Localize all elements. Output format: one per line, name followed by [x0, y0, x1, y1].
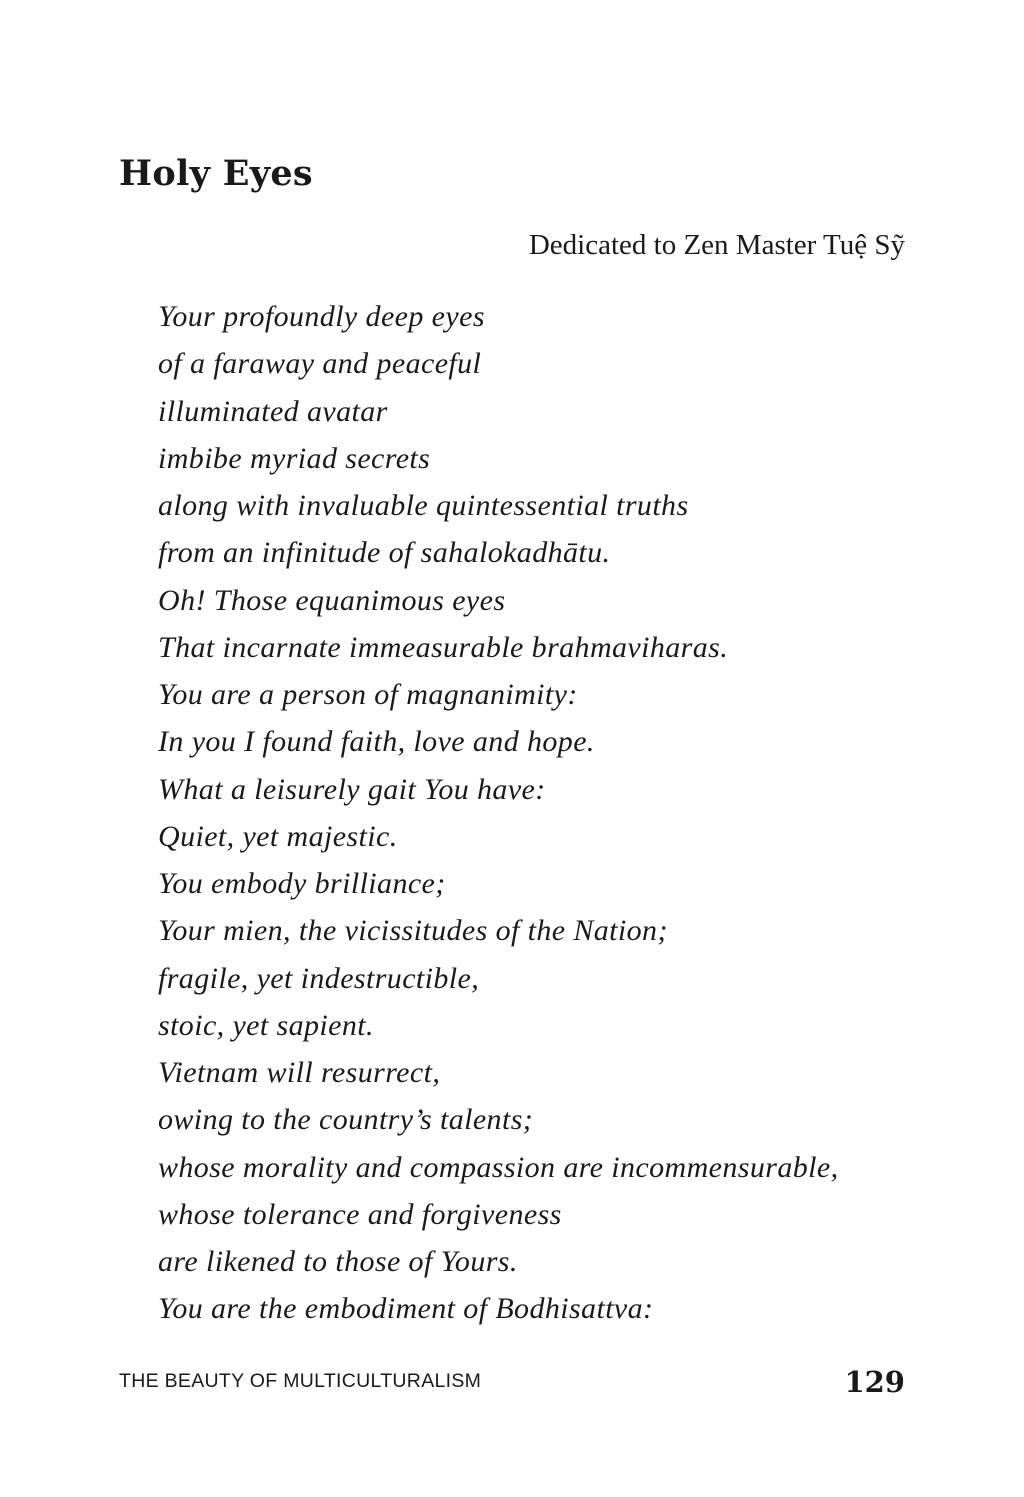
- poem-line: Quiet, yet majestic.: [158, 819, 398, 853]
- poem-line: What a leisurely gait You have:: [158, 772, 546, 806]
- poem-line: That incarnate immeasurable brahmaviharas.: [158, 630, 729, 664]
- poem-line: Your mien, the vicissitudes of the Nation;: [158, 914, 668, 948]
- poem-line: owing to the country’s talents;: [158, 1103, 534, 1137]
- poem-line: Your profoundly deep eyes: [158, 300, 485, 333]
- page-number: 129: [844, 1365, 905, 1399]
- poem-line: whose morality and compassion are incommensurable,: [158, 1150, 839, 1184]
- page-footer: [119, 1365, 905, 1405]
- dedication-line: Dedicated to Zen Master Tuệ Sỹ: [528, 229, 905, 261]
- poem-line: Vietnam will resurrect,: [158, 1056, 441, 1089]
- poem-line: stoic, yet sapient.: [158, 1008, 374, 1042]
- poem-line: are likened to those of Yours.: [158, 1245, 518, 1278]
- running-title: THE BEAUTY OF MULTICULTURALISM: [119, 1370, 482, 1392]
- poem-line: fragile, yet indestructible,: [158, 961, 480, 995]
- poem-line: You are a person of magnanimity:: [158, 678, 578, 711]
- poem-line: whose tolerance and forgiveness: [158, 1197, 562, 1231]
- poem-line: You embody brilliance;: [158, 867, 446, 900]
- poem-line: imbibe myriad secrets: [158, 441, 431, 475]
- poem-line: Oh! Those equanimous eyes: [158, 583, 506, 617]
- poem-line: from an infinitude of sahalokadhātu.: [158, 536, 611, 570]
- poem-body: [158, 293, 839, 1333]
- poem-line: You are the embodiment of Bodhisattva:: [158, 1292, 654, 1326]
- poem-line: along with invaluable quintessential truths: [158, 489, 689, 522]
- poem-line: In you I found faith, love and hope.: [158, 725, 595, 759]
- poem-title: Holy Eyes: [119, 153, 313, 194]
- poem-line: illuminated avatar: [158, 394, 388, 428]
- poem-line: of a faraway and peaceful: [158, 347, 482, 381]
